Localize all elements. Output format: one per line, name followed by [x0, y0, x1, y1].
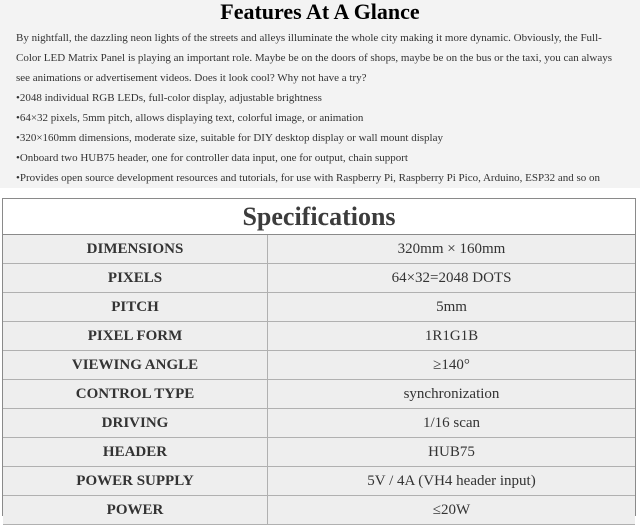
specifications-panel: [2, 198, 636, 516]
spec-key: POWER SUPPLY: [3, 467, 268, 496]
specifications-title: Specifications: [3, 199, 635, 235]
spec-row: [3, 235, 635, 264]
spec-key: VIEWING ANGLE: [3, 351, 268, 380]
spec-key: CONTROL TYPE: [3, 380, 268, 409]
spec-row: [3, 467, 635, 496]
feature-item: •64×32 pixels, 5mm pitch, allows displaying text, colorful image, or animation: [16, 112, 364, 124]
spec-key: DRIVING: [3, 409, 268, 438]
features-list: [16, 88, 636, 188]
specifications-table: [3, 235, 635, 525]
feature-item: •Provides open source development resources and tutorials, for use with Raspberry Pi, Raspberry Pi Pico, Arduino, ESP32 and so on: [16, 172, 601, 184]
spec-value: ≥140°: [268, 351, 636, 380]
spec-value: 320mm × 160mm: [268, 235, 636, 264]
spec-value: 1R1G1B: [268, 322, 636, 351]
spec-value: HUB75: [268, 438, 636, 467]
spec-key: DIMENSIONS: [3, 235, 268, 264]
spec-row: [3, 438, 635, 467]
spec-value: ≤20W: [268, 496, 636, 525]
spec-value: 64×32=2048 DOTS: [268, 264, 636, 293]
feature-item: •Onboard two HUB75 header, one for controller data input, one for output, chain support: [16, 152, 408, 164]
spec-key: POWER: [3, 496, 268, 525]
features-title: Features At A Glance: [220, 0, 420, 24]
features-section: [0, 0, 640, 188]
spec-row: [3, 293, 635, 322]
spec-row: [3, 322, 635, 351]
spec-key: PIXEL FORM: [3, 322, 268, 351]
spec-value: 5V / 4A (VH4 header input): [268, 467, 636, 496]
spec-key: PIXELS: [3, 264, 268, 293]
spec-row: [3, 380, 635, 409]
features-intro: By nightfall, the dazzling neon lights of the streets and alleys illuminate the whole city making it more dynamic. Obviously, the Full-Color LED Matrix Panel is playing an important role. Maybe be on the doors of shops, maybe be on the bus or the taxi, you can always see animations or advertisement videos. Does it look cool? Why not have a try?: [16, 32, 613, 84]
spec-value: synchronization: [268, 380, 636, 409]
spec-key: PITCH: [3, 293, 268, 322]
spec-row: [3, 409, 635, 438]
spec-row: [3, 496, 635, 525]
feature-item: •2048 individual RGB LEDs, full-color display, adjustable brightness: [16, 92, 322, 104]
spec-row: [3, 264, 635, 293]
spec-value: 5mm: [268, 293, 636, 322]
feature-item: •320×160mm dimensions, moderate size, suitable for DIY desktop display or wall mount display: [16, 132, 443, 144]
spec-value: 1/16 scan: [268, 409, 636, 438]
spec-row: [3, 351, 635, 380]
spec-key: HEADER: [3, 438, 268, 467]
